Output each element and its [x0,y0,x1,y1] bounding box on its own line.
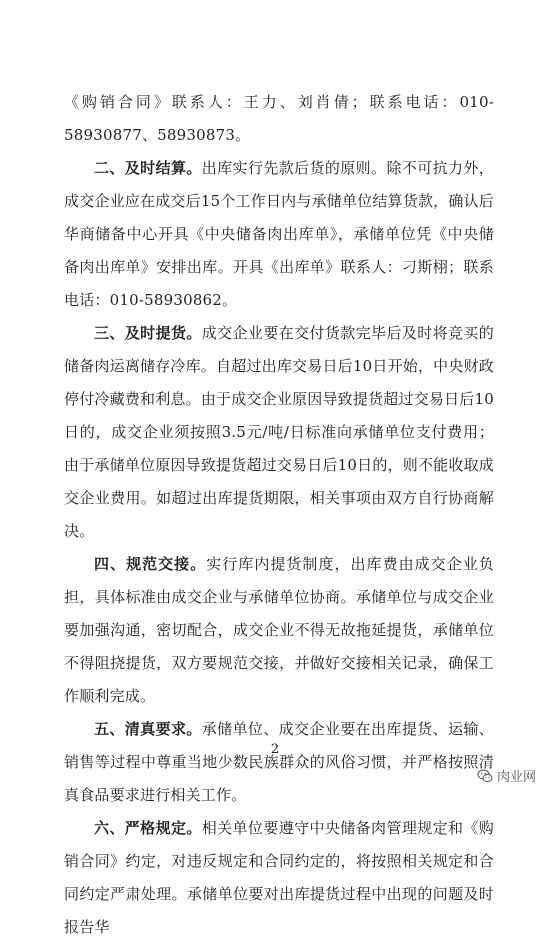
paragraph-body: 相关单位要遵守中央储备肉管理规定和《购销合同》约定，对违反规定和合同约定的，将按照相关规定和合同约定严肃处理。承储单位要对出库提货过程中出现的问题及时报告华 [64,819,494,936]
watermark-label: 肉业网 [496,770,536,785]
wechat-icon [477,768,493,784]
paragraph-1 [64,86,494,152]
paragraph-body: 实行库内提货制度，出库费由成交企业负担，具体标准由成交企业与承储单位协商。承储单位与成交企业要加强沟通，密切配合，成交企业不得无故拖延提货，承储单位不得阻挠提货，双方要规范交接，并做好交接相关记录，确保工作顺利完成。 [64,555,494,705]
paragraph-6 [64,812,494,944]
paragraph-3 [64,317,494,548]
paragraph-5 [64,713,494,812]
paragraph-4 [64,548,494,713]
page-number: 2 [270,742,280,757]
paragraph-2 [64,152,494,317]
paragraph-heading: 六、严格规定。 [94,819,202,837]
watermark [477,766,536,785]
paragraph-heading: 四、规范交接。 [94,555,207,573]
paragraph-heading: 五、清真要求。 [94,720,202,738]
paragraph-body: 成交企业要在交付货款完毕后及时将竞买的储备肉运离储存冷库。自超过出库交易日后10日开始，中央财政停付冷藏费和利息。由于成交企业原因导致提货超过交易日后10日的，成交企业须按照3.5元/吨/日标准向承储单位支付费用；由于承储单位原因导致提货超过交易日后10日的，则不能收取成交企业费用。如超过出库提货期限，相关事项由双方自行协商解决。 [64,324,494,540]
paragraph-heading: 三、及时提货。 [94,324,202,342]
paragraph-body: 《购销合同》联系人：王力、刘肖倩；联系电话：010-58930877、58930873。 [64,93,494,144]
document-body [64,86,494,944]
paragraph-heading: 二、及时结算。 [94,159,202,177]
paragraph-body: 承储单位、成交企业要在出库提货、运输、销售等过程中尊重当地少数民族群众的风俗习惯，并严格按照清真食品要求进行相关工作。 [64,720,494,804]
paragraph-body: 出库实行先款后货的原则。除不可抗力外，成交企业应在成交后15个工作日内与承储单位结算货款，确认后华商储备中心开具《中央储备肉出库单》，承储单位凭《中央储备肉出库单》安排出库。开具《出库单》联系人：刁斯栩；联系电话：010-58930862。 [64,159,494,309]
